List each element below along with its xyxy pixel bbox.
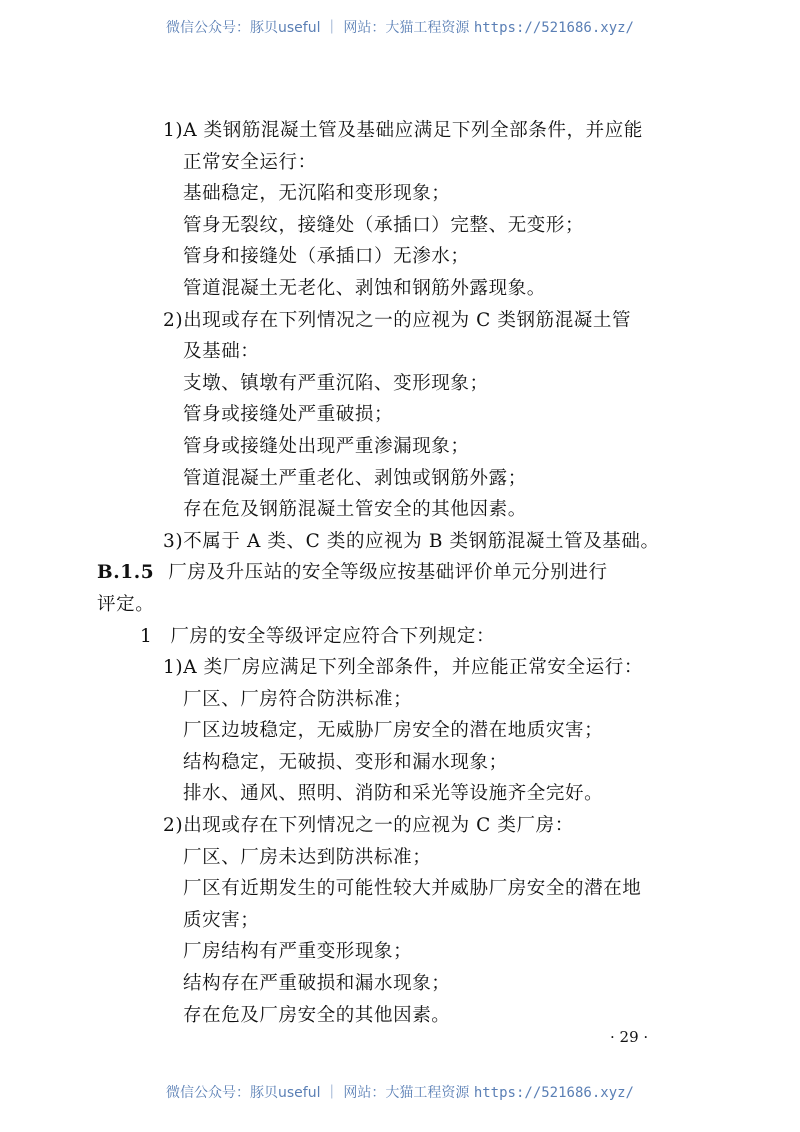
line-text: 2)出现或存在下列情况之一的应视为 C 类钢筋混凝土管 (163, 309, 632, 331)
text-line (0, 810, 800, 842)
text-line (0, 399, 800, 431)
line-text: 管身或接缝处严重破损； (183, 404, 394, 426)
line-text: 厂区、厂房符合防洪标准； (183, 688, 413, 710)
document-body (0, 115, 800, 1031)
text-line (0, 368, 800, 400)
text-line (0, 936, 800, 968)
text-line (0, 115, 800, 147)
line-text: 厂房结构有严重变形现象； (183, 941, 413, 963)
watermark-text: 微信公众号：豚贝useful ｜ 网站：大猫工程资源 (166, 1085, 474, 1101)
text-line (0, 715, 800, 747)
watermark-footer (0, 1082, 800, 1102)
text-line (0, 210, 800, 242)
text-line (0, 778, 800, 810)
text-line (0, 431, 800, 463)
line-text: 3)不属于 A 类、C 类的应视为 B 类钢筋混凝土管及基础。 (163, 530, 660, 552)
text-line (0, 684, 800, 716)
line-text: 存在危及厂房安全的其他因素。 (183, 1004, 451, 1026)
text-line (0, 273, 800, 305)
line-text: 1)A 类钢筋混凝土管及基础应满足下列全部条件，并应能 (163, 120, 643, 141)
watermark-url[interactable]: https://521686.xyz/ (473, 1085, 634, 1101)
line-text: 管身无裂纹，接缝处（承插口）完整、无变形； (183, 214, 585, 236)
watermark-text: 微信公众号：豚贝useful ｜ 网站：大猫工程资源 (166, 20, 474, 36)
line-text: 正常安全运行： (183, 151, 317, 173)
text-line (0, 1000, 800, 1032)
line-text: 厂房的安全等级评定应符合下列规定： (170, 625, 496, 647)
text-line (0, 241, 800, 273)
line-text: 管道混凝土严重老化、剥蚀或钢筋外露； (183, 467, 527, 489)
text-line (0, 905, 800, 937)
line-text: 管身或接缝处出现严重渗漏现象； (183, 435, 470, 457)
section-number: B.1.5 (97, 562, 155, 584)
line-text: 及基础： (183, 341, 260, 363)
line-text: 排水、通风、照明、消防和采光等设施齐全完好。 (183, 783, 604, 805)
text-line (0, 873, 800, 905)
text-line (0, 621, 800, 653)
text-line (0, 652, 800, 684)
text-line (0, 178, 800, 210)
line-text: 厂区边坡稳定，无威胁厂房安全的潜在地质灾害； (183, 720, 604, 742)
text-line (0, 494, 800, 526)
line-text: 管身和接缝处（承插口）无渗水； (183, 246, 470, 268)
line-text: 2)出现或存在下列情况之一的应视为 C 类厂房： (163, 815, 574, 837)
page-number: · 29 · (610, 1028, 649, 1046)
line-text: 评定。 (97, 593, 155, 615)
line-text: 结构存在严重破损和漏水现象； (183, 973, 451, 995)
watermark-url[interactable]: https://521686.xyz/ (473, 20, 634, 36)
watermark-header (0, 17, 800, 37)
line-text: 厂区有近期发生的可能性较大并威胁厂房安全的潜在地 (183, 878, 642, 900)
text-line (0, 463, 800, 495)
text-line (0, 968, 800, 1000)
text-line (0, 526, 800, 558)
text-line (0, 147, 800, 179)
line-text: 质灾害； (183, 909, 260, 931)
line-text: 基础稳定，无沉陷和变形现象； (183, 183, 451, 205)
line-text: 存在危及钢筋混凝土管安全的其他因素。 (183, 499, 527, 521)
line-text: 管道混凝土无老化、剥蚀和钢筋外露现象。 (183, 277, 546, 299)
line-text: 厂区、厂房未达到防洪标准； (183, 846, 432, 868)
text-line (0, 842, 800, 874)
text-line (0, 589, 800, 621)
text-line (0, 557, 800, 589)
line-text: 1)A 类厂房应满足下列全部条件，并应能正常安全运行： (163, 657, 643, 679)
text-line (0, 747, 800, 779)
clause-number: 1 (140, 625, 153, 647)
line-text: 支墩、镇墩有严重沉陷、变形现象； (183, 372, 489, 394)
line-text: 厂房及升压站的安全等级应按基础评价单元分别进行 (168, 562, 608, 584)
text-line (0, 305, 800, 337)
line-text: 结构稳定，无破损、变形和漏水现象； (183, 751, 508, 773)
text-line (0, 336, 800, 368)
